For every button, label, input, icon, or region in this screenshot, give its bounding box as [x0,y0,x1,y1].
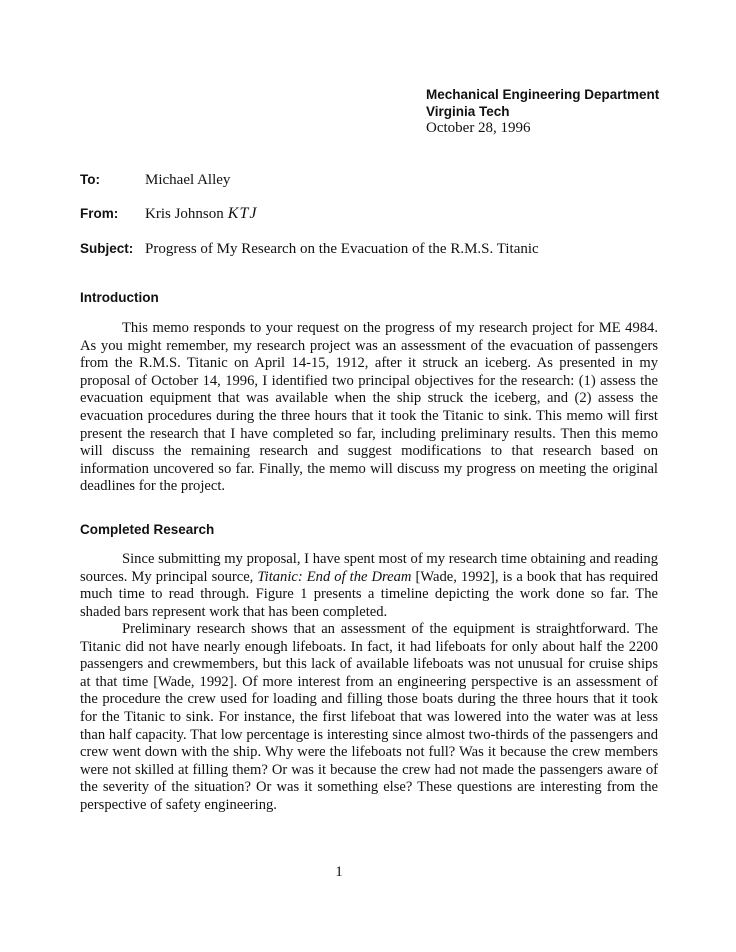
page-number: 1 [335,864,343,880]
from-line [80,205,680,223]
p1-text-after: [Wade, 1992], is a book that has required much time to read through. Figure 1 presents a timeline depicting the work done so far. The shaded bars represent work that has been completed. [80,568,658,620]
subject-line [80,240,680,258]
completed-research-heading: Completed Research [80,522,215,537]
subject-value: Progress of My Research on the Evacuation of the R.M.S. Titanic [145,241,539,257]
memo-date: October 28, 1996 [426,120,531,136]
completed-research-paragraph-2: Preliminary research shows that an assessment of the equipment is straightforward. The Titanic did not have nearly enough lifeboats. In fact, it had lifeboats for only about half the 2200 passengers and crewmembers, but this lack of available lifeboats was not unusual for cruise ships at that time [Wade, 1992]. Of more interest from an engineering perspective is an assessment of the procedure the crew used for loading and filling those boats during the three hours that it took for the Titanic to sink. For instance, the first lifeboat that was lowered into the water was at less than half capacity. That low percentage is interesting since almost two-thirds of the passengers and crew went down with the ship. Why were the lifeboats not full? Was it because the crew members were not skilled at filling them? Or was it because the crew had not made the passengers aware of the severity of the situation? Or was it something else? These questions are interesting from the perspective of safety engineering. [80,621,658,813]
author-initials: KTJ [227,205,258,222]
from-label: From: [80,206,119,221]
introduction-paragraph: This memo responds to your request on the progress of my research project for ME 4984. As you might remember, my research project was an assessment of the evacuation of passengers from the R.M.S. Titanic on April 14-15, 1912, after it struck an iceberg. As presented in my proposal of October 14, 1996, I identified two principal objectives for the research: (1) assess the evacuation equipment that was available when the ship struck the iceberg, and (2) assess the evacuation procedures during the three hours that it took the Titanic to sink. This memo will first present the research that I have completed so far, including preliminary results. Then this memo will discuss the remaining research and suggest modifications to that research based on information uncovered so far. Finally, the memo will discuss my progress on meeting the original deadlines for the project. [80,320,658,495]
book-title: Titanic: End of the Dream [257,568,412,585]
to-value: Michael Alley [145,172,231,188]
institution-name: Virginia Tech [426,104,510,119]
letterhead [426,86,659,137]
completed-research-paragraph-1 [80,551,658,621]
to-line [80,171,680,189]
p1-text-before: Since submitting my proposal, I have spent most of my research time obtaining and reading sources. My principal source, [80,551,658,585]
subject-label: Subject: [80,241,134,256]
to-label: To: [80,172,100,187]
department-name: Mechanical Engineering Department [426,87,660,102]
from-value: Kris Johnson [145,206,224,222]
introduction-heading: Introduction [80,290,159,305]
